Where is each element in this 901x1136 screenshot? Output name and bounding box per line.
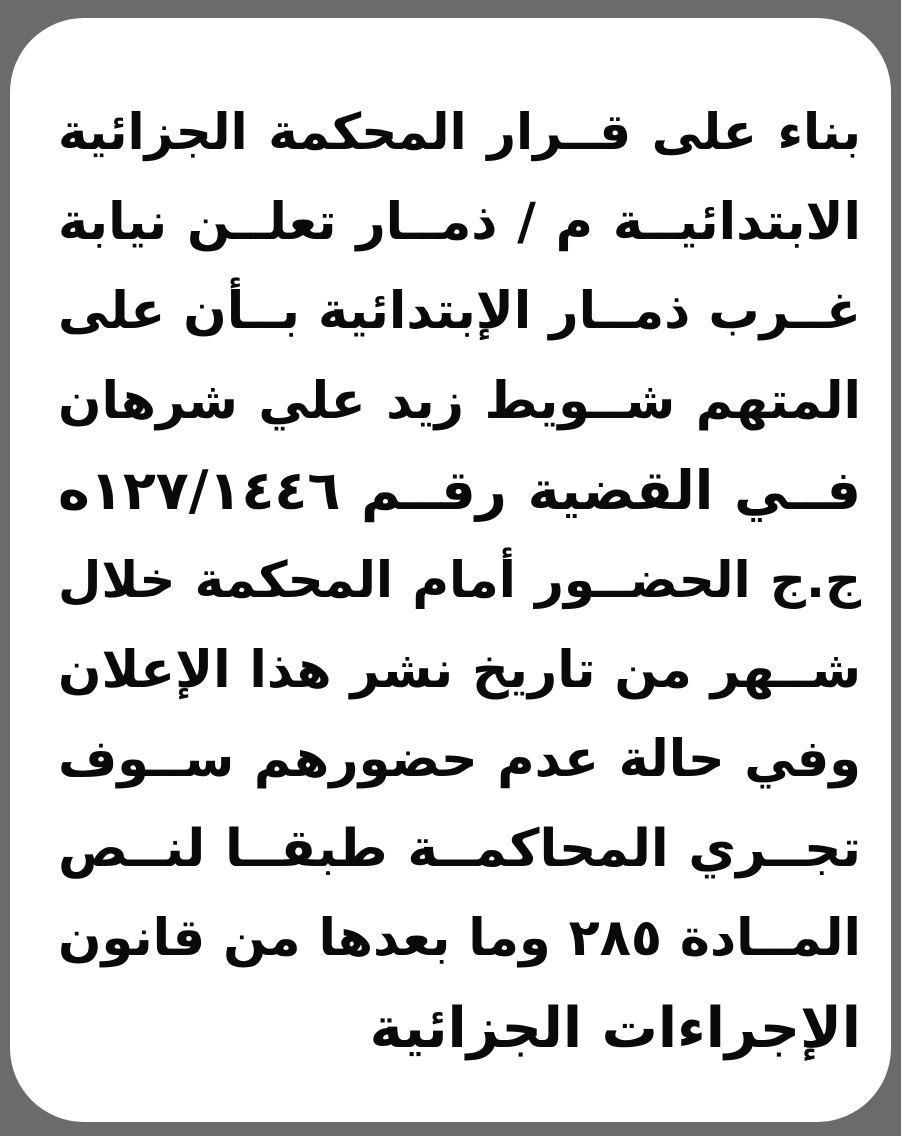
notice-line: غــرب ذمــار الإبتدائية بــأن على <box>58 282 861 342</box>
notice-line: المتهم شــويط زيد علي شرهان <box>58 371 861 431</box>
notice-line: الابتدائيــة م / ذمــار تعلــن نيابة <box>58 192 861 252</box>
notice-line: شــهر من تاريخ نشر هذا الإعلان <box>58 640 861 700</box>
notice-line: وفي حالة عدم حضورهم ســوف <box>58 730 861 790</box>
notice-line: بناء على قــرار المحكمة الجزائية <box>58 103 861 161</box>
notice-line: فــي القضية رقــم ١٢٧/١٤٤٦ه <box>58 459 861 523</box>
notice-line: الإجراءات الجزائية <box>369 995 861 1061</box>
notice-text <box>58 88 861 1074</box>
notice-card <box>10 18 891 1122</box>
notice-line: تجــري المحاكمــة طبقــا لنــص <box>58 818 861 879</box>
notice-line: ج.ج الحضــور أمام المحكمة خلال <box>58 550 861 609</box>
notice-line: المــادة ٢٨٥ وما بعدها من قانون <box>58 909 861 969</box>
